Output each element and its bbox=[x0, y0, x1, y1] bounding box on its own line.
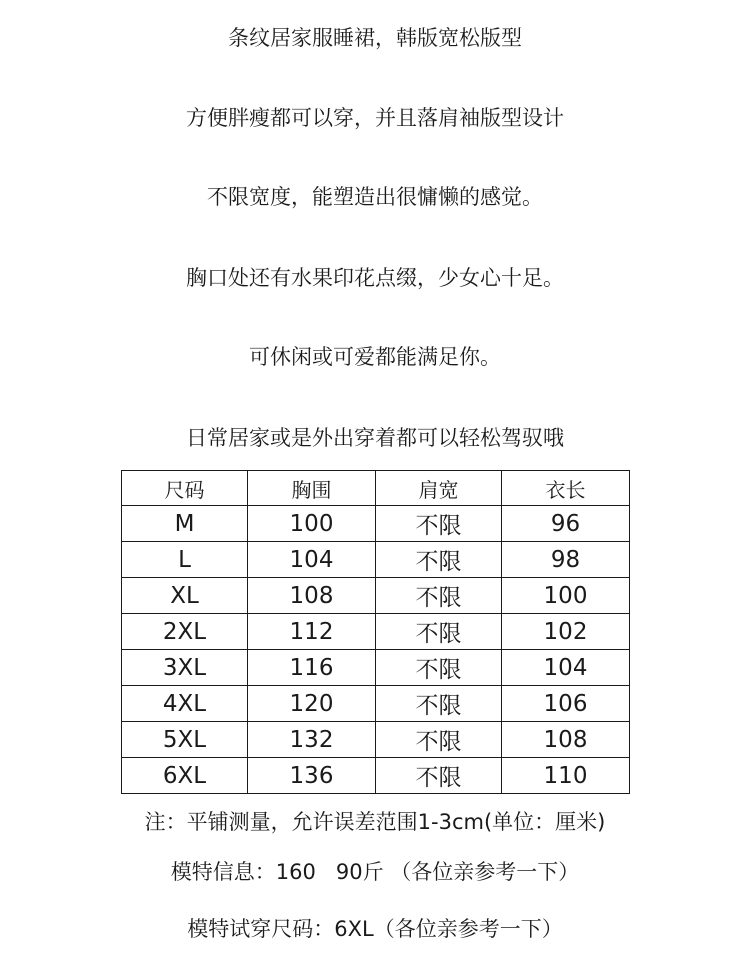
header-shoulder: 肩宽 bbox=[376, 471, 502, 506]
cell-size: M bbox=[122, 506, 248, 542]
size-table-header-row bbox=[122, 471, 630, 506]
cell-chest: 120 bbox=[248, 686, 376, 722]
cell-length: 96 bbox=[502, 506, 630, 542]
table-row bbox=[122, 578, 630, 614]
cell-length: 100 bbox=[502, 578, 630, 614]
cell-length: 110 bbox=[502, 758, 630, 794]
cell-shoulder: 不限 bbox=[376, 542, 502, 578]
cell-chest: 112 bbox=[248, 614, 376, 650]
description-line-3: 不限宽度，能塑造出很慵懒的感觉。 bbox=[207, 185, 543, 209]
description-line-5: 可休闲或可爱都能满足你。 bbox=[249, 345, 501, 369]
table-row bbox=[122, 722, 630, 758]
model-info: 模特信息：160 90斤 （各位亲参考一下） bbox=[170, 860, 580, 884]
cell-length: 104 bbox=[502, 650, 630, 686]
cell-size: L bbox=[122, 542, 248, 578]
table-row bbox=[122, 650, 630, 686]
cell-length: 98 bbox=[502, 542, 630, 578]
table-row bbox=[122, 506, 630, 542]
cell-shoulder: 不限 bbox=[376, 758, 502, 794]
description-line-6: 日常居家或是外出穿着都可以轻松驾驭哦 bbox=[186, 426, 564, 450]
size-table bbox=[121, 470, 630, 794]
cell-chest: 132 bbox=[248, 722, 376, 758]
cell-size: 5XL bbox=[122, 722, 248, 758]
cell-size: 4XL bbox=[122, 686, 248, 722]
cell-size: XL bbox=[122, 578, 248, 614]
description-line-4: 胸口处还有水果印花点缀，少女心十足。 bbox=[186, 266, 564, 290]
description-line-1: 条纹居家服睡裙，韩版宽松版型 bbox=[228, 26, 522, 50]
cell-shoulder: 不限 bbox=[376, 686, 502, 722]
header-chest: 胸围 bbox=[248, 471, 376, 506]
cell-shoulder: 不限 bbox=[376, 650, 502, 686]
measurement-note: 注：平铺测量，允许误差范围1-3cm(单位：厘米) bbox=[144, 810, 606, 834]
cell-length: 106 bbox=[502, 686, 630, 722]
table-row bbox=[122, 758, 630, 794]
cell-chest: 116 bbox=[248, 650, 376, 686]
cell-chest: 108 bbox=[248, 578, 376, 614]
header-size: 尺码 bbox=[122, 471, 248, 506]
header-length: 衣长 bbox=[502, 471, 630, 506]
cell-size: 3XL bbox=[122, 650, 248, 686]
cell-chest: 100 bbox=[248, 506, 376, 542]
model-size: 模特试穿尺码：6XL（各位亲参考一下） bbox=[187, 917, 563, 941]
cell-shoulder: 不限 bbox=[376, 722, 502, 758]
cell-shoulder: 不限 bbox=[376, 578, 502, 614]
cell-size: 6XL bbox=[122, 758, 248, 794]
cell-length: 102 bbox=[502, 614, 630, 650]
description-line-2: 方便胖瘦都可以穿，并且落肩袖版型设计 bbox=[186, 106, 564, 130]
table-row bbox=[122, 686, 630, 722]
cell-shoulder: 不限 bbox=[376, 614, 502, 650]
table-row bbox=[122, 542, 630, 578]
cell-chest: 136 bbox=[248, 758, 376, 794]
cell-length: 108 bbox=[502, 722, 630, 758]
cell-size: 2XL bbox=[122, 614, 248, 650]
cell-chest: 104 bbox=[248, 542, 376, 578]
cell-shoulder: 不限 bbox=[376, 506, 502, 542]
table-row bbox=[122, 614, 630, 650]
